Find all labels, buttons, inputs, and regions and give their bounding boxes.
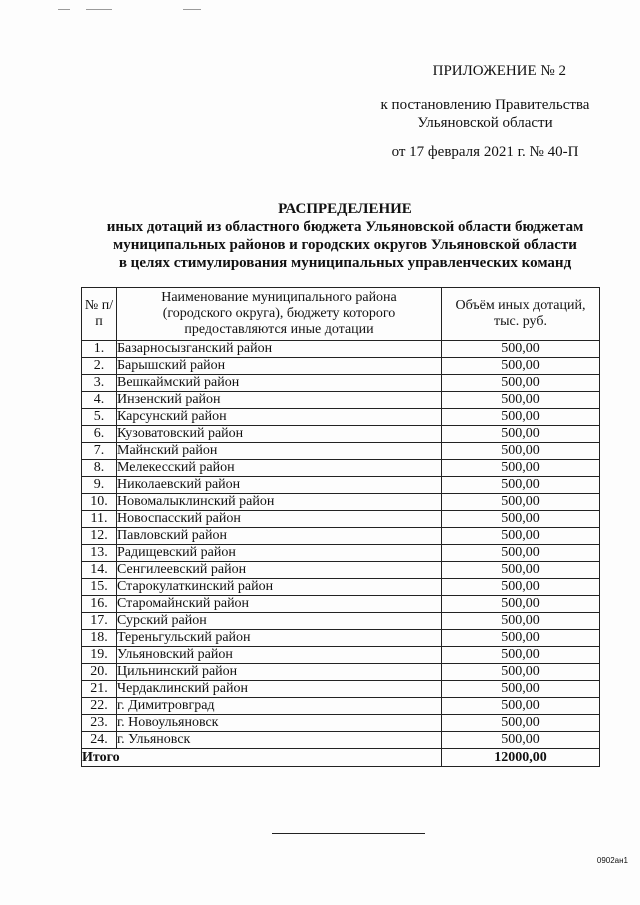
distribution-table [81,287,600,767]
row-num: 10. [82,494,117,511]
heading-line3: муниципальных районов и городских округов Ульяновской области [113,237,577,253]
row-num: 2. [82,358,117,375]
row-amount: 500,00 [442,613,600,630]
heading-line1: РАСПРЕДЕЛЕНИЕ [278,201,412,217]
table-row [82,596,600,613]
bottom-divider [272,833,425,834]
table-row [82,732,600,749]
row-num: 6. [82,426,117,443]
row-num: 17. [82,613,117,630]
row-amount: 500,00 [442,426,600,443]
table-row [82,511,600,528]
row-num: 16. [82,596,117,613]
row-amount: 500,00 [442,341,600,358]
row-name: г. Димитровград [117,698,442,715]
row-amount: 500,00 [442,375,600,392]
row-amount: 500,00 [442,647,600,664]
table-body [82,341,600,749]
header-num: № п/п [82,288,117,341]
row-name: Базарносызганский район [117,341,442,358]
scan-mark [58,9,70,10]
heading-line2: иных дотаций из областного бюджета Ульяновской области бюджетам [106,219,584,235]
table-row [82,409,600,426]
row-name: Сенгилеевский район [117,562,442,579]
appendix-ref-line1: к постановлению Правительства [380,97,590,113]
table-row [82,477,600,494]
table-row [82,392,600,409]
row-amount: 500,00 [442,460,600,477]
row-name: Ульяновский район [117,647,442,664]
table-row [82,545,600,562]
row-amount: 500,00 [442,443,600,460]
row-name: Вешкаймский район [117,375,442,392]
row-amount: 500,00 [442,511,600,528]
table-row [82,494,600,511]
row-amount: 500,00 [442,630,600,647]
row-num: 4. [82,392,117,409]
row-num: 21. [82,681,117,698]
row-amount: 500,00 [442,715,600,732]
row-amount: 500,00 [442,545,600,562]
row-num: 3. [82,375,117,392]
table-row [82,681,600,698]
row-amount: 500,00 [442,409,600,426]
table-row [82,630,600,647]
total-amount: 12000,00 [442,749,600,767]
row-num: 18. [82,630,117,647]
table-header-row [82,288,600,341]
header-amount: Объём иных дотаций, тыс. руб. [442,288,600,341]
table-row [82,613,600,630]
row-num: 20. [82,664,117,681]
row-name: Павловский район [117,528,442,545]
row-num: 7. [82,443,117,460]
table-row [82,341,600,358]
row-num: 14. [82,562,117,579]
header-name: Наименование муниципального района (городского округа), бюджету которого предоставляются иные дотации [117,288,442,341]
row-amount: 500,00 [442,596,600,613]
table-row [82,443,600,460]
row-name: Тереньгульский район [117,630,442,647]
row-amount: 500,00 [442,698,600,715]
table-row [82,715,600,732]
row-amount: 500,00 [442,664,600,681]
row-name: Радищевский район [117,545,442,562]
row-name: Новомалыклинский район [117,494,442,511]
row-amount: 500,00 [442,681,600,698]
row-amount: 500,00 [442,358,600,375]
total-row [82,749,600,767]
table-row [82,528,600,545]
row-name: Николаевский район [117,477,442,494]
heading-line4: в целях стимулирования муниципальных управленческих команд [118,255,572,271]
appendix-title: ПРИЛОЖЕНИЕ № 2 [432,63,566,79]
row-name: Майнский район [117,443,442,460]
row-name: г. Ульяновск [117,732,442,749]
row-amount: 500,00 [442,392,600,409]
document-code: 0902ан1 [596,856,628,865]
row-num: 5. [82,409,117,426]
row-num: 12. [82,528,117,545]
total-label: Итого [82,749,442,767]
row-amount: 500,00 [442,477,600,494]
row-name: Инзенский район [117,392,442,409]
scan-mark [86,9,112,10]
row-name: Кузоватовский район [117,426,442,443]
row-name: Новоспасский район [117,511,442,528]
row-num: 22. [82,698,117,715]
row-num: 8. [82,460,117,477]
appendix-date-line: от 17 февраля 2021 г. № 40-П [391,144,579,160]
row-amount: 500,00 [442,579,600,596]
row-amount: 500,00 [442,528,600,545]
table-row [82,426,600,443]
row-name: Старокулаткинский район [117,579,442,596]
row-name: г. Новоульяновск [117,715,442,732]
appendix-ref-line2: Ульяновской области [417,115,553,131]
table-row [82,664,600,681]
row-num: 9. [82,477,117,494]
table-row [82,647,600,664]
row-num: 11. [82,511,117,528]
row-num: 19. [82,647,117,664]
row-name: Мелекесский район [117,460,442,477]
row-name: Старомайнский район [117,596,442,613]
scan-mark [183,9,201,10]
row-name: Цильнинский район [117,664,442,681]
row-name: Чердаклинский район [117,681,442,698]
row-num: 24. [82,732,117,749]
row-num: 1. [82,341,117,358]
row-num: 13. [82,545,117,562]
table-row [82,579,600,596]
row-amount: 500,00 [442,494,600,511]
row-name: Карсунский район [117,409,442,426]
table-row [82,375,600,392]
table-row [82,698,600,715]
row-amount: 500,00 [442,562,600,579]
row-amount: 500,00 [442,732,600,749]
table-row [82,562,600,579]
row-name: Сурский район [117,613,442,630]
row-name: Барышский район [117,358,442,375]
row-num: 23. [82,715,117,732]
table-row [82,460,600,477]
row-num: 15. [82,579,117,596]
table-row [82,358,600,375]
